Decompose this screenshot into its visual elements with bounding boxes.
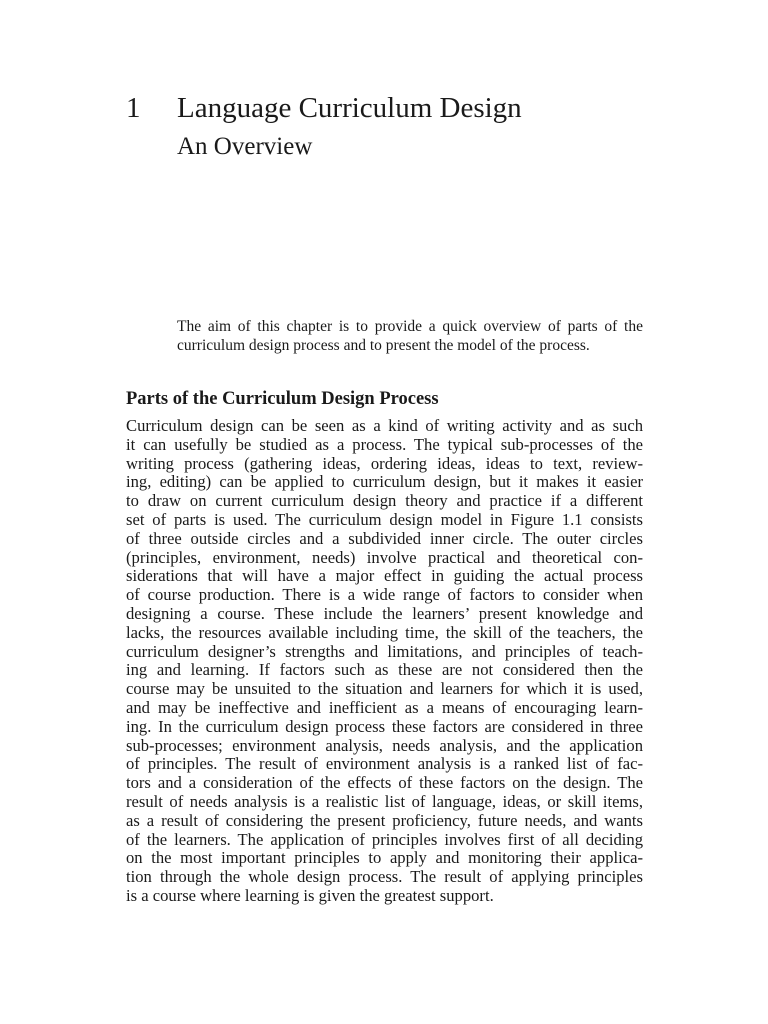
body-line: ing and learning. If factors such as these are not considered then the xyxy=(126,660,643,680)
chapter-subtitle: An Overview xyxy=(177,133,313,160)
body-line: ing. In the curriculum design process these factors are considered in three xyxy=(126,716,643,736)
body-line: is a course where learning is given the greatest support. xyxy=(126,885,494,905)
body-line: it can usefully be studied as a process. The typical sub-processes of the xyxy=(126,434,643,454)
section-heading: Parts of the Curriculum Design Process xyxy=(126,389,439,409)
body-line: Curriculum design can be seen as a kind of writing activity and as such xyxy=(126,416,643,435)
body-line: course may be unsuited to the situation and learners for which it is used, xyxy=(126,679,643,699)
body-line: result of needs analysis is a realistic list of language, ideas, or skill items, xyxy=(126,791,643,811)
body-line: to draw on current curriculum design theory and practice if a different xyxy=(126,491,643,511)
body-line: (principles, environment, needs) involve practical and theoretical con- xyxy=(126,547,643,567)
chapter-abstract: The aim of this chapter is to provide a quick overview of parts of the curriculum design process and to present the model of the process. xyxy=(177,318,643,354)
body-line: designing a course. These include the learners’ present knowledge and xyxy=(126,603,643,623)
body-line: ing, editing) can be applied to curriculum design, but it makes it easier xyxy=(126,472,643,492)
body-line: on the most important principles to apply and monitoring their applica- xyxy=(126,848,643,868)
body-line: sub-processes; environment analysis, needs analysis, and the application xyxy=(126,735,643,755)
body-line: tors and a consideration of the effects of these factors on the design. The xyxy=(126,773,643,793)
body-line: writing process (gathering ideas, ordering ideas, ideas to text, review- xyxy=(126,453,643,473)
chapter-title: Language Curriculum Design xyxy=(177,92,522,124)
body-line: of three outside circles and a subdivided inner circle. The outer circles xyxy=(126,528,643,548)
body-line: as a result of considering the present proficiency, future needs, and wants xyxy=(126,810,643,830)
section-body xyxy=(126,417,643,906)
body-line: of principles. The result of environment analysis is a ranked list of fac- xyxy=(126,754,643,774)
body-line: siderations that will have a major effect in guiding the actual process xyxy=(126,566,643,586)
chapter-number: 1 xyxy=(126,92,141,124)
body-line: of the learners. The application of principles involves first of all deciding xyxy=(126,829,643,849)
body-line: of course production. There is a wide range of factors to consider when xyxy=(126,585,643,605)
body-line: curriculum designer’s strengths and limitations, and principles of teach- xyxy=(126,641,643,661)
body-line: lacks, the resources available including time, the skill of the teachers, the xyxy=(126,622,643,642)
body-line: tion through the whole design process. The result of applying principles xyxy=(126,867,643,887)
body-line: and may be ineffective and inefficient as a means of encouraging learn- xyxy=(126,697,643,717)
body-line: set of parts is used. The curriculum design model in Figure 1.1 consists xyxy=(126,509,643,529)
